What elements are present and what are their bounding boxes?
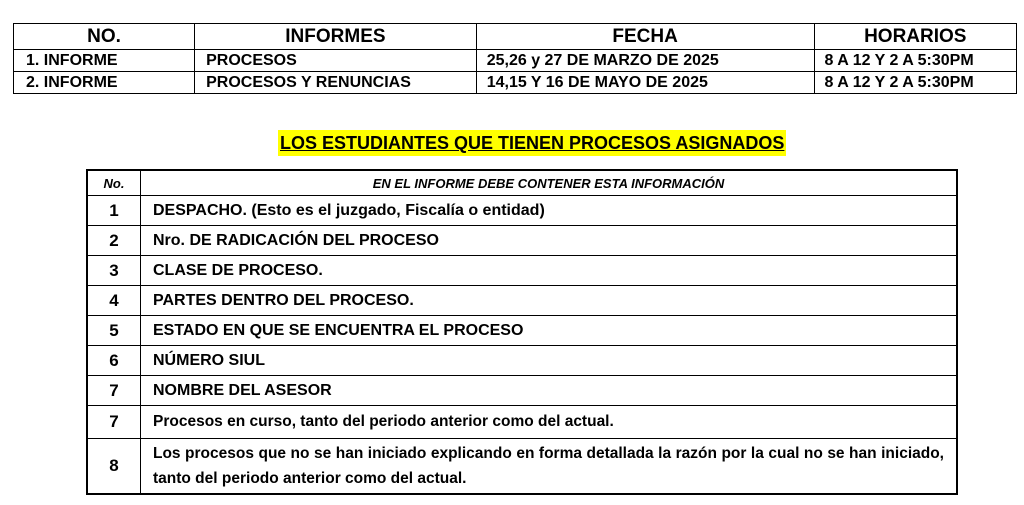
row-text: DESPACHO. (Esto es el juzgado, Fiscalía o entidad) bbox=[141, 196, 958, 226]
row-text: Los procesos que no se han iniciado explicando en forma detallada la razón por la cual no se han iniciado, tanto del periodo anterior como del actual. bbox=[141, 439, 958, 495]
row-number: 8 bbox=[87, 439, 141, 495]
header-fecha: FECHA bbox=[476, 24, 814, 50]
cell-informe: PROCESOS bbox=[195, 50, 477, 72]
row-number: 7 bbox=[87, 406, 141, 439]
table-row bbox=[87, 376, 957, 406]
row-number: 5 bbox=[87, 316, 141, 346]
schedule-header-row bbox=[14, 24, 1017, 50]
cell-no: 2. INFORME bbox=[14, 72, 195, 94]
section-heading: LOS ESTUDIANTES QUE TIENEN PROCESOS ASIGNADOS bbox=[278, 130, 786, 156]
row-number: 6 bbox=[87, 346, 141, 376]
row-number: 7 bbox=[87, 376, 141, 406]
row-number: 4 bbox=[87, 286, 141, 316]
row-text: PARTES DENTRO DEL PROCESO. bbox=[141, 286, 958, 316]
table-row bbox=[14, 50, 1017, 72]
table-row bbox=[87, 346, 957, 376]
table-row bbox=[87, 286, 957, 316]
info-header-text: EN EL INFORME DEBE CONTENER ESTA INFORMACIÓN bbox=[141, 170, 958, 196]
cell-no: 1. INFORME bbox=[14, 50, 195, 72]
row-number: 1 bbox=[87, 196, 141, 226]
table-row bbox=[87, 256, 957, 286]
schedule-table bbox=[13, 23, 1017, 94]
info-table bbox=[86, 169, 958, 495]
cell-horario: 8 A 12 Y 2 A 5:30PM bbox=[814, 50, 1016, 72]
table-row bbox=[87, 316, 957, 346]
cell-horario: 8 A 12 Y 2 A 5:30PM bbox=[814, 72, 1016, 94]
cell-informe: PROCESOS Y RENUNCIAS bbox=[195, 72, 477, 94]
table-row bbox=[87, 226, 957, 256]
row-text: CLASE DE PROCESO. bbox=[141, 256, 958, 286]
row-text: Nro. DE RADICACIÓN DEL PROCESO bbox=[141, 226, 958, 256]
row-number: 3 bbox=[87, 256, 141, 286]
row-text: Procesos en curso, tanto del periodo anterior como del actual. bbox=[141, 406, 958, 439]
row-text: ESTADO EN QUE SE ENCUENTRA EL PROCESO bbox=[141, 316, 958, 346]
table-row bbox=[87, 406, 957, 439]
header-informes: INFORMES bbox=[195, 24, 477, 50]
row-text: NOMBRE DEL ASESOR bbox=[141, 376, 958, 406]
table-row bbox=[87, 196, 957, 226]
header-horarios: HORARIOS bbox=[814, 24, 1016, 50]
table-row bbox=[14, 72, 1017, 94]
cell-fecha: 14,15 Y 16 DE MAYO DE 2025 bbox=[476, 72, 814, 94]
row-text: NÚMERO SIUL bbox=[141, 346, 958, 376]
info-header-row bbox=[87, 170, 957, 196]
info-header-no: No. bbox=[87, 170, 141, 196]
header-no: NO. bbox=[14, 24, 195, 50]
cell-fecha: 25,26 y 27 DE MARZO DE 2025 bbox=[476, 50, 814, 72]
row-number: 2 bbox=[87, 226, 141, 256]
table-row bbox=[87, 439, 957, 495]
